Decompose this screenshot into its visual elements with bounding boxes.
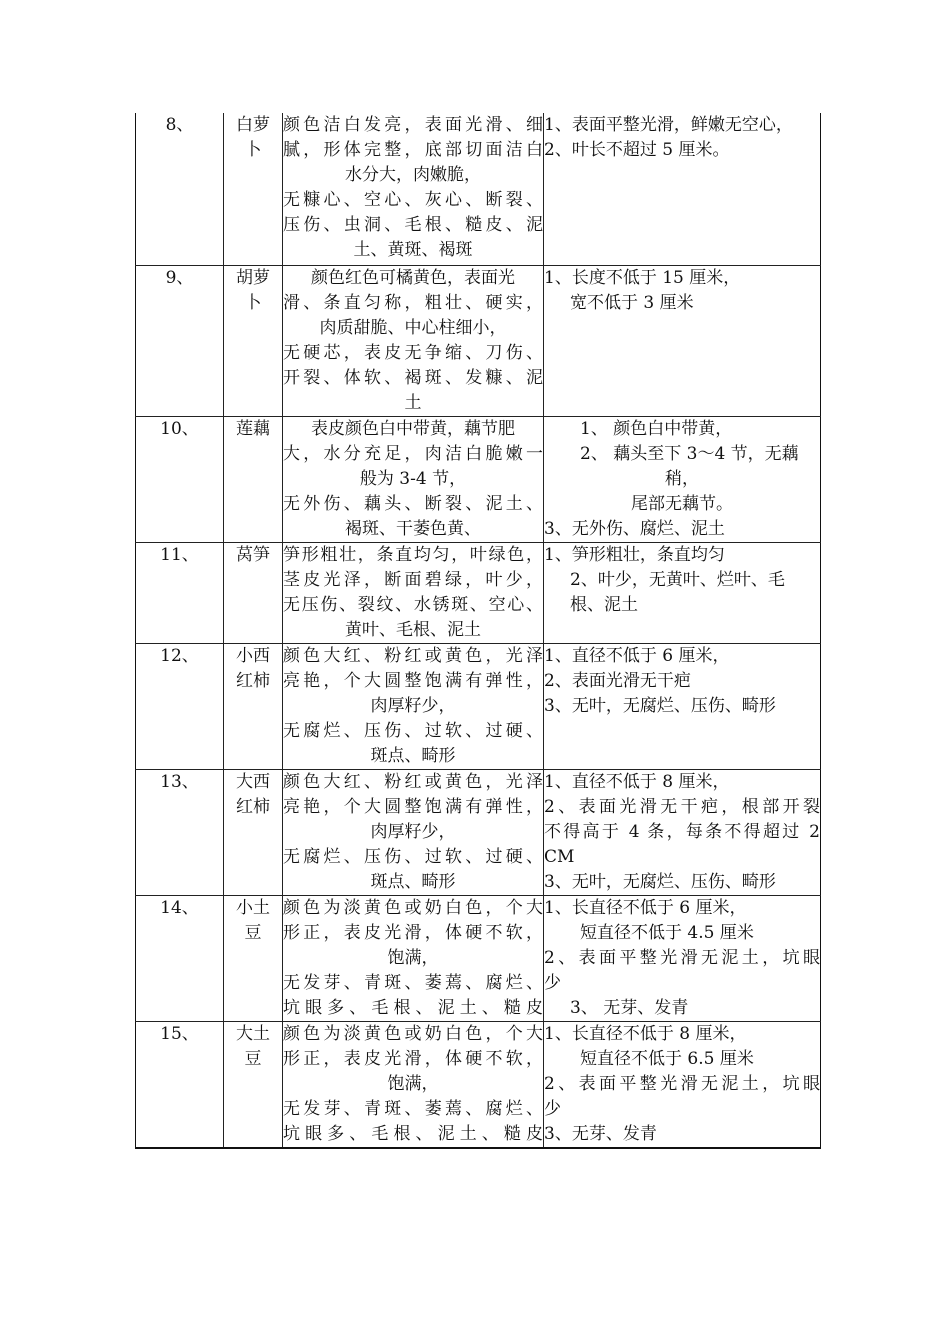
item-number: 10、 bbox=[136, 416, 224, 542]
item-name: 大土 豆 bbox=[224, 1021, 283, 1148]
item-number: 12、 bbox=[136, 643, 224, 769]
table-row bbox=[136, 416, 821, 542]
acceptance-requirements: 1、直径不低于 8 厘米， 2、表面光滑无干疤，根部开裂 不得高于 4 条，每条不得超过 2 CM 3、无叶，无腐烂、压伤、畸形 bbox=[544, 769, 821, 895]
item-name: 莲藕 bbox=[224, 416, 283, 542]
acceptance-requirements: 1、表面平整光滑，鲜嫩无空心， 2、叶长不超过 5 厘米。 bbox=[544, 113, 821, 265]
item-name: 大西 红柿 bbox=[224, 769, 283, 895]
quality-standard: 颜色洁白发亮，表面光滑、细 腻，形体完整，底部切面洁白 水分大，肉嫩脆， 无糠心、空心、灰心、断裂、 压伤、虫洞、毛根、糙皮、泥 土、黄斑、褐斑 bbox=[283, 113, 544, 265]
acceptance-requirements: 1、长度不低于 15 厘米， 宽不低于 3 厘米 bbox=[544, 265, 821, 416]
quality-standard: 颜色大红、粉红或黄色，光泽 亮艳，个大圆整饱满有弹性， 肉厚籽少， 无腐烂、压伤、过软、过硬、 斑点、畸形 bbox=[283, 643, 544, 769]
quality-standard: 颜色大红、粉红或黄色，光泽 亮艳，个大圆整饱满有弹性， 肉厚籽少， 无腐烂、压伤、过软、过硬、 斑点、畸形 bbox=[283, 769, 544, 895]
item-name: 小西 红柿 bbox=[224, 643, 283, 769]
vegetable-spec-table bbox=[135, 113, 821, 1149]
table-row bbox=[136, 265, 821, 416]
item-number: 14、 bbox=[136, 895, 224, 1021]
item-number: 8、 bbox=[136, 113, 224, 265]
quality-standard: 颜色红色可橘黄色，表面光 滑、条直匀称，粗壮、硬实， 肉质甜脆、中心柱细小， 无硬芯，表皮无争缩、刀伤、 开裂、体软、褐斑、发糠、泥 土 bbox=[283, 265, 544, 416]
item-name: 胡萝 卜 bbox=[224, 265, 283, 416]
table-row bbox=[136, 895, 821, 1021]
item-number: 15、 bbox=[136, 1021, 224, 1148]
item-number: 11、 bbox=[136, 542, 224, 643]
acceptance-requirements: 1、 颜色白中带黄， 2、 藕头至下 3～4 节，无藕 稍， 尾部无藕节。 3、无外伤、腐烂、泥土 bbox=[544, 416, 821, 542]
acceptance-requirements: 1、长直径不低于 8 厘米， 短直径不低于 6.5 厘米 2、表面平整光滑无泥土，坑眼 少 3、无芽、发青 bbox=[544, 1021, 821, 1148]
acceptance-requirements: 1、长直径不低于 6 厘米， 短直径不低于 4.5 厘米 2、表面平整光滑无泥土，坑眼 少 3、 无芽、发青 bbox=[544, 895, 821, 1021]
quality-standard: 表皮颜色白中带黄，藕节肥 大，水分充足，肉洁白脆嫩一 般为 3-4 节， 无外伤、藕头、断裂、泥土、 褐斑、干萎色黄、 bbox=[283, 416, 544, 542]
table-row bbox=[136, 769, 821, 895]
table-row bbox=[136, 643, 821, 769]
acceptance-requirements: 1、笋形粗壮，条直均匀 2、叶少，无黄叶、烂叶、毛 根、泥土 bbox=[544, 542, 821, 643]
acceptance-requirements: 1、直径不低于 6 厘米， 2、表面光滑无干疤 3、无叶，无腐烂、压伤、畸形 bbox=[544, 643, 821, 769]
item-number: 13、 bbox=[136, 769, 224, 895]
quality-standard: 颜色为淡黄色或奶白色，个大 形正，表皮光滑，体硬不软， 饱满， 无发芽、青斑、萎蔫、腐烂、 坑眼多、毛根、泥土、糙皮 bbox=[283, 1021, 544, 1148]
item-name: 小土 豆 bbox=[224, 895, 283, 1021]
table-row bbox=[136, 542, 821, 643]
item-name: 白萝 卜 bbox=[224, 113, 283, 265]
quality-standard: 笋形粗壮，条直均匀，叶绿色， 茎皮光泽，断面碧绿，叶少， 无压伤、裂纹、水锈斑、空心、 黄叶、毛根、泥土 bbox=[283, 542, 544, 643]
table-row bbox=[136, 113, 821, 265]
item-name: 莴笋 bbox=[224, 542, 283, 643]
quality-standard: 颜色为淡黄色或奶白色，个大 形正，表皮光滑，体硬不软， 饱满， 无发芽、青斑、萎蔫、腐烂、 坑眼多、毛根、泥土、糙皮 bbox=[283, 895, 544, 1021]
table-row bbox=[136, 1021, 821, 1148]
item-number: 9、 bbox=[136, 265, 224, 416]
